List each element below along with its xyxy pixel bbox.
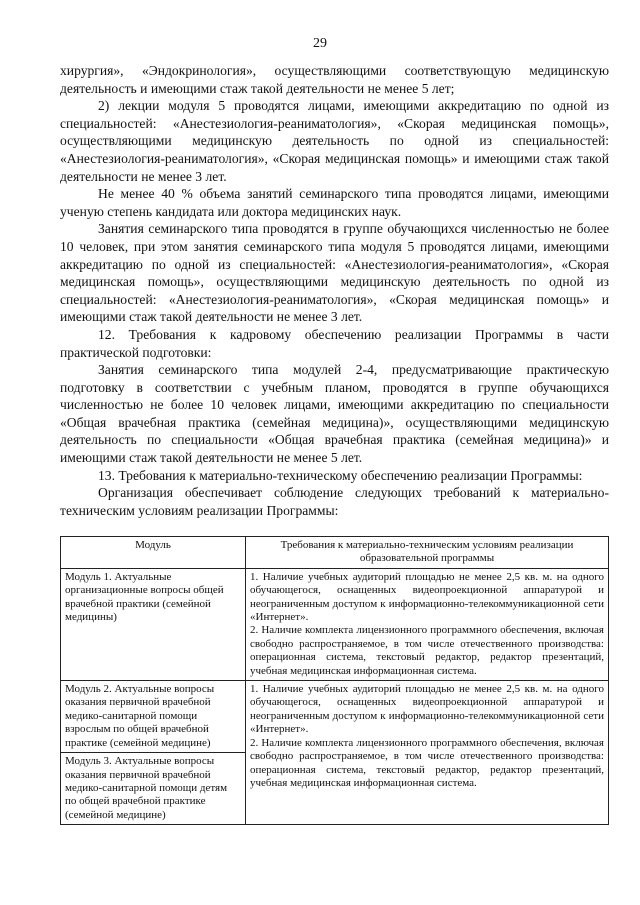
document-body	[60, 62, 609, 519]
table-row	[61, 681, 609, 753]
module-2-cell: Модуль 2. Актуальные вопросы оказания первичной врачебной медико-санитарной помощи взрослым по общей врачебной практике (семейной медицине)	[61, 681, 246, 753]
requirement-item: 2. Наличие комплекта лицензионного программного обеспечения, включая свободно распространяемое, в том числе отечественного производства: операционная система, текстовый редактор, редактор презентаций, учебная медицинская информационная система.	[250, 736, 604, 789]
requirements-cell-module-1	[246, 568, 609, 680]
paragraph-lectures-module-5: 2) лекции модуля 5 проводятся лицами, имеющими аккредитацию по одной из специальностей: «Анестезиология-реаниматология», «Скорая медицинская помощь», осуществляющими медицинскую деятельность по одной из специальностей: «Анестезиология-реаниматология», «Скорая медицинская помощь» и имеющими стаж такой деятельности не менее 3 лет.	[60, 98, 609, 184]
requirement-item: 2. Наличие комплекта лицензионного программного обеспечения, включая свободно распространяемое, в том числе отечественного производства: операционная система, текстовый редактор, редактор презентаций, учебная медицинская информационная система.	[250, 624, 604, 677]
paragraph-continuation: хирургия», «Эндокринология», осуществляющими соответствующую медицинскую деятельность и имеющими стаж такой деятельности не менее 5 лет;	[60, 63, 609, 96]
module-1-cell: Модуль 1. Актуальные организационные вопросы общей врачебной практики (семейной медицины)	[61, 568, 246, 680]
header-module: Модуль	[61, 537, 246, 569]
table-row	[61, 568, 609, 680]
section-12-heading: 12. Требования к кадровому обеспечению реализации Программы в части практической подготовки:	[60, 326, 609, 360]
paragraph-organization-requirements: Организация обеспечивает соблюдение следующих требований к материально-техническим условиям реализации Программы:	[60, 485, 609, 518]
table-header-row	[61, 537, 609, 569]
requirements-table	[60, 536, 609, 825]
requirements-cell-modules-2-3	[246, 681, 609, 825]
paragraph-seminar-share: Не менее 40 % объема занятий семинарского типа проводятся лицами, имеющими ученую степень кандидата или доктора медицинских наук.	[60, 186, 609, 219]
header-requirements: Требования к материально-техническим условиям реализации образовательной программы	[246, 537, 609, 569]
paragraph-seminar-group: Занятия семинарского типа проводятся в группе обучающихся численностью не более 10 человек, при этом занятия семинарского типа модуля 5 проводятся лицами, имеющими аккредитацию по одной из специальностей: «Анестезиология-реаниматология», «Скорая медицинская помощь», осуществляющими медицинскую деятельность по одной из специальностей: «Анестезиология-реаниматология», «Скорая медицинская помощь» и имеющими стаж такой деятельности не менее 3 лет.	[60, 221, 609, 325]
paragraph-practical-training: Занятия семинарского типа модулей 2-4, предусматривающие практическую подготовку в соответствии с учебным планом, проводятся в группе обучающихся численностью не более 10 человек лицами, имеющими аккредитацию по специальности «Общая врачебная практика (семейная медицина)», осуществляющими медицинскую деятельность по специальности «Общая врачебная практика (семейная медицина)» и имеющими стаж такой деятельности не менее 5 лет.	[60, 362, 609, 466]
section-13-heading: 13. Требования к материально-техническому обеспечению реализации Программы:	[98, 467, 583, 483]
module-3-cell: Модуль 3. Актуальные вопросы оказания первичной врачебной медико-санитарной помощи детям по общей врачебной практике (семейной медицине)	[61, 753, 246, 825]
requirement-item: 1. Наличие учебных аудиторий площадью не менее 2,5 кв. м. на одного обучающегося, оснащенных видеопроекционной аппаратурой и неограниченным доступом к информационно-телекоммуникационной сети «Интернет».	[250, 683, 604, 736]
requirement-item: 1. Наличие учебных аудиторий площадью не менее 2,5 кв. м. на одного обучающегося, оснащенных видеопроекционной аппаратурой и неограниченным доступом к информационно-телекоммуникационной сети «Интернет».	[250, 570, 604, 624]
page-number: 29	[313, 36, 327, 51]
